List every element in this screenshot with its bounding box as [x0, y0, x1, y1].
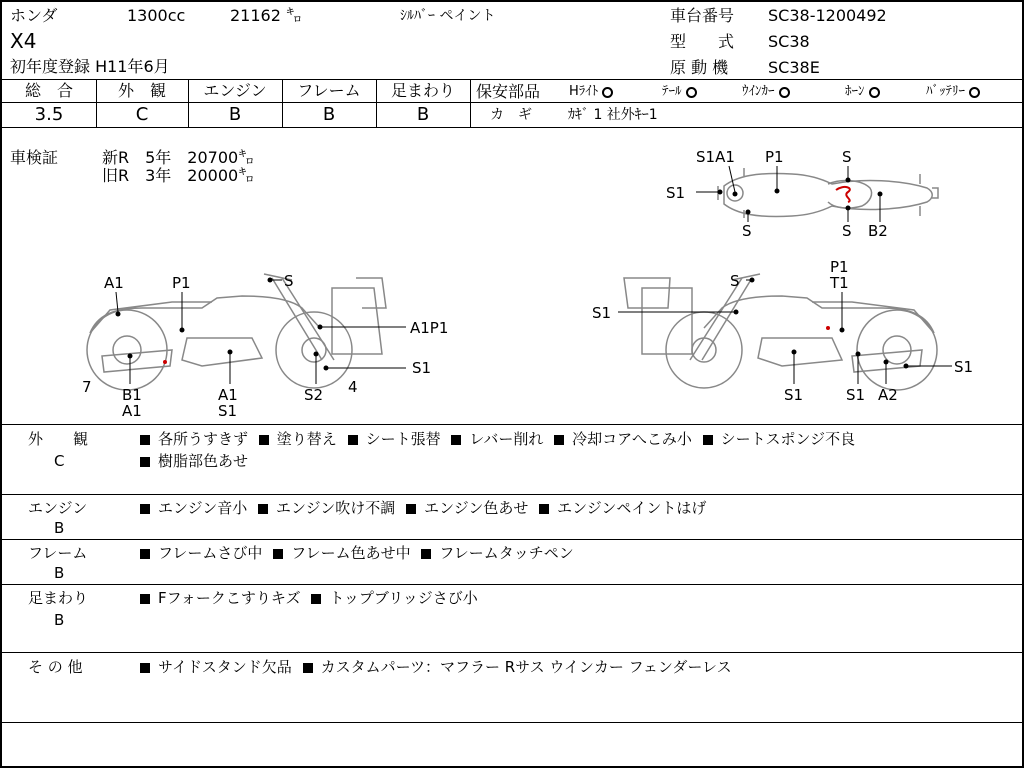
divider	[470, 102, 1022, 103]
remark-item: 塗り替え	[276, 430, 337, 448]
safety-item-taillight	[662, 84, 697, 100]
diagram-label: P1	[830, 258, 849, 276]
first-registration: 初年度登録 H11年6月	[10, 57, 170, 76]
remark-items-frame	[140, 544, 574, 562]
remark-grade-frame: B	[54, 564, 65, 582]
remark-label-engine: エンジン	[28, 499, 88, 517]
remark-item: エンジン音小	[158, 499, 248, 517]
circle-mark-icon	[969, 87, 980, 98]
frame-no-label: 車台番号	[670, 6, 735, 25]
top-view-bike	[718, 168, 938, 218]
inspection-label: 車検証	[10, 148, 59, 167]
remark-item: シートスポンジ不良	[720, 430, 856, 448]
remark-grade-suspension: B	[54, 611, 65, 629]
divider	[2, 584, 1022, 585]
grade-header-suspension: 足まわり	[390, 81, 455, 100]
divider	[2, 652, 1022, 653]
remark-item: シート張替	[365, 430, 441, 448]
diagram-label: P1	[172, 274, 191, 292]
bullet-square-icon	[348, 435, 358, 445]
remark-items-other	[140, 658, 732, 676]
diagram-label: S1	[784, 386, 804, 404]
safety-item-headlight	[569, 84, 613, 100]
diagram-label: S	[842, 148, 852, 166]
safety-item-winker	[742, 84, 790, 100]
diagram-label: S	[730, 272, 740, 290]
grade-header-total: 総 合	[24, 81, 73, 100]
color: ｼﾙﾊﾞｰ ペイント	[400, 8, 496, 24]
remark-grade-engine: B	[54, 519, 65, 537]
safety-label: 保安部品	[476, 82, 541, 101]
left-view-labels	[82, 272, 448, 420]
safety-item-label: ﾊﾞｯﾃﾘｰ	[926, 84, 965, 99]
diagram-label: A1	[218, 386, 238, 404]
diagram-label: A1	[104, 274, 124, 292]
grade-header-exterior: 外 観	[117, 81, 166, 100]
remark-item: レバー削れ	[469, 430, 544, 448]
circle-mark-icon	[686, 87, 697, 98]
bullet-square-icon	[140, 594, 150, 604]
left-view-leaders	[116, 280, 406, 384]
safety-item-horn	[845, 84, 880, 100]
grade-frame: B	[322, 104, 336, 125]
bullet-square-icon	[140, 457, 150, 467]
key-value: ｶｷﾞ 1 社外ｷｰ1	[568, 107, 658, 123]
circle-mark-icon	[869, 87, 880, 98]
type-value: SC38	[768, 32, 810, 51]
bullet-square-icon	[140, 435, 150, 445]
diagram-label: A1	[122, 402, 142, 420]
left-view-bike	[87, 274, 386, 390]
diagram-label: T1	[830, 274, 849, 292]
remark-items-exterior-line2	[140, 452, 248, 470]
displacement: 1300cc	[127, 6, 186, 25]
damage-mark-icon	[836, 187, 850, 202]
diagram-label: A2	[878, 386, 898, 404]
grade-header-engine: エンジン	[203, 81, 267, 100]
safety-item-battery	[926, 84, 980, 100]
divider	[2, 494, 1022, 495]
remark-item: エンジンペイントはげ	[557, 499, 707, 517]
diagram-label: S1	[218, 402, 238, 420]
remark-item: エンジン色あせ	[424, 499, 529, 517]
bullet-square-icon	[140, 549, 150, 559]
diagram-label: S	[284, 272, 294, 290]
divider	[2, 79, 1022, 80]
damage-mark-icon	[826, 326, 830, 330]
key-label: カ ギ	[490, 107, 532, 123]
diagram-label: S1	[846, 386, 866, 404]
remark-item: サイドスタンド欠品	[158, 658, 292, 676]
bullet-square-icon	[273, 549, 283, 559]
right-view-bike	[624, 274, 937, 390]
remark-item: フレーム色あせ中	[291, 544, 411, 562]
model-name: X4	[10, 29, 37, 53]
bullet-square-icon	[421, 549, 431, 559]
diagram-label: 4	[348, 378, 358, 396]
grade-exterior: C	[135, 104, 149, 125]
safety-item-label: ﾎｰﾝ	[845, 84, 865, 99]
diagram-label: S1A1	[696, 148, 735, 166]
frame-no: SC38-1200492	[768, 6, 887, 25]
diagram-label: S2	[304, 386, 324, 404]
remark-item: トップブリッジさび小	[329, 589, 478, 607]
bullet-square-icon	[539, 504, 549, 514]
bullet-square-icon	[258, 504, 268, 514]
bullet-square-icon	[311, 594, 321, 604]
right-view-labels	[592, 258, 973, 404]
remark-label-suspension: 足まわり	[28, 589, 89, 607]
bullet-square-icon	[406, 504, 416, 514]
safety-item-label: ｳｲﾝｶｰ	[742, 84, 775, 99]
circle-mark-icon	[779, 87, 790, 98]
circle-mark-icon	[602, 87, 613, 98]
inspection-new: 新R 5年 20700㌔	[102, 148, 255, 167]
mileage: 21162 ㌔	[230, 6, 302, 25]
safety-item-label: ﾃｰﾙ	[662, 84, 682, 99]
diagram-label: S	[842, 222, 852, 240]
remark-label-other: そ の 他	[28, 658, 83, 676]
type-label: 型 式	[670, 32, 735, 51]
remark-item: エンジン吹け不調	[276, 499, 396, 517]
bullet-square-icon	[703, 435, 713, 445]
bullet-square-icon	[140, 504, 150, 514]
top-view-labels	[666, 148, 888, 240]
diagram-label: S1	[666, 184, 686, 202]
diagram-label: S1	[954, 358, 974, 376]
left-view-points	[116, 278, 329, 371]
damage-mark-icon	[163, 360, 167, 364]
remark-grade-exterior: C	[54, 452, 65, 470]
divider	[2, 722, 1022, 723]
remark-item: 各所うすきず	[158, 430, 249, 448]
remark-item: 樹脂部色あせ	[158, 452, 249, 470]
remark-item: 冷却コアへこみ小	[572, 430, 692, 448]
bullet-square-icon	[451, 435, 461, 445]
remark-item: フレームタッチペン	[439, 544, 574, 562]
divider	[2, 539, 1022, 540]
engine-value: SC38E	[768, 58, 820, 77]
remark-items-suspension	[140, 589, 478, 607]
divider	[470, 79, 471, 127]
grade-engine: B	[228, 104, 242, 125]
remark-label-exterior: 外 観	[28, 430, 89, 448]
bullet-square-icon	[259, 435, 269, 445]
diagram-label: B2	[868, 222, 888, 240]
diagram-label: B1	[122, 386, 142, 404]
diagram-label: A1P1	[410, 319, 449, 337]
engine-label: 原 動 機	[670, 58, 729, 77]
diagram-label: S	[742, 222, 752, 240]
bullet-square-icon	[303, 663, 313, 673]
bullet-square-icon	[140, 663, 150, 673]
diagram-label: P1	[765, 148, 784, 166]
inspection-old: 旧R 3年 20000㌔	[102, 166, 255, 185]
bullet-square-icon	[554, 435, 564, 445]
diagram-label: S1	[412, 359, 432, 377]
grade-suspension: B	[416, 104, 430, 125]
remark-label-frame: フレーム	[28, 544, 88, 562]
damage-diagram	[2, 128, 1022, 424]
remark-item: カスタムパーツ：マフラー Rサス ウインカー フェンダーレス	[320, 658, 732, 676]
remark-items-engine	[140, 499, 706, 517]
right-view-points	[734, 278, 909, 369]
grade-header-frame: フレーム	[297, 81, 361, 100]
divider	[2, 424, 1022, 425]
maker: ホンダ	[10, 6, 58, 25]
diagram-label: S1	[592, 304, 612, 322]
remark-items-exterior	[140, 430, 855, 448]
grade-total: 3.5	[34, 104, 64, 125]
diagram-label: 7	[82, 378, 92, 396]
safety-item-label: Hﾗｲﾄ	[569, 84, 599, 99]
remark-item: フレームさび中	[158, 544, 263, 562]
remark-item: Fフォークこすりキズ	[158, 589, 301, 607]
